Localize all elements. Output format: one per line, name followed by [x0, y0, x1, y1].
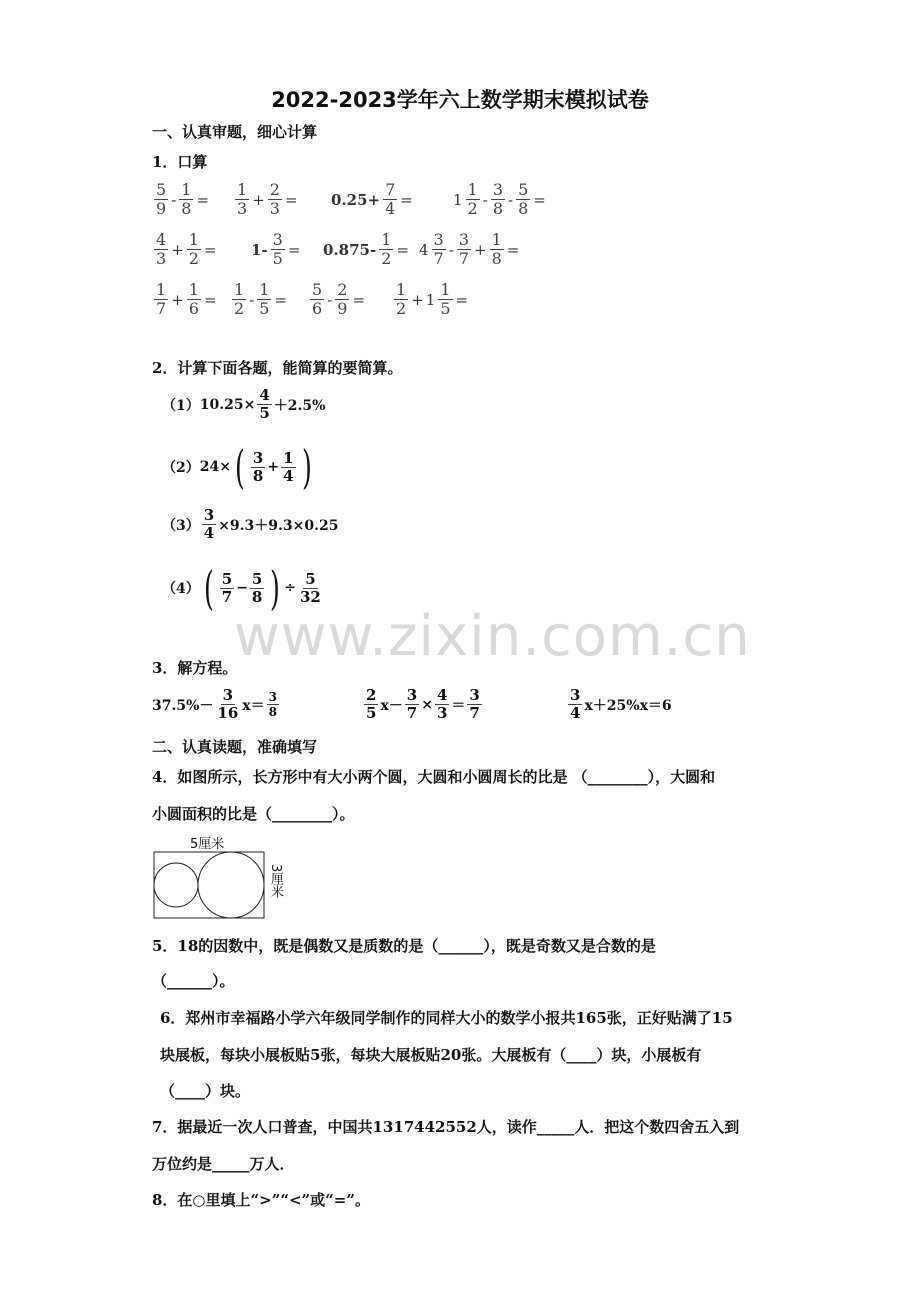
fraction: $\frac{3}{7}$ [458, 230, 469, 268]
fraction: $\frac{2}{3}$ [269, 180, 280, 218]
fraction: $\frac{1}{6}$ [188, 280, 199, 318]
fraction: $\frac{1}{5}$ [259, 280, 270, 318]
question-6-line-3: （____）块。 [160, 1082, 251, 1100]
mental-math-item [250, 232, 301, 267]
expr-text: + [171, 290, 184, 309]
fraction: $\frac{3}{5}$ [272, 230, 283, 268]
mental-math-item [418, 232, 520, 267]
mental-math-item [322, 232, 410, 267]
question-1-label: 1．口算 [152, 153, 208, 171]
expr-text: × [421, 696, 433, 713]
fraction: $\frac{4}{5}$ [259, 386, 270, 422]
expr-text: - [249, 290, 255, 309]
right-paren: ) [301, 440, 312, 494]
question-5-line-2: （______）。 [152, 972, 235, 990]
question-6-line-2: 块展板，每块小展板贴5张，每块大展板贴20张。大展板有（____）块，小展板有 [160, 1046, 702, 1064]
fraction: $\frac{1}{5}$ [440, 280, 451, 318]
expr-text: - [327, 290, 333, 309]
calc-item-3 [162, 508, 338, 541]
mental-math-item [230, 282, 288, 317]
fraction: $\frac{3}{8}$ [268, 690, 277, 719]
calc-item-2 [162, 440, 315, 494]
question-6-line-1: 6．郑州市幸福路小学六年级同学制作的同样大小的数学小报共165张，正好贴满了15 [160, 1009, 733, 1027]
fraction: $\frac{3}{4}$ [570, 686, 581, 722]
expr-text: = [287, 240, 301, 259]
fraction: $\frac{5}{32}$ [300, 569, 321, 606]
item-number: （4） [162, 581, 200, 597]
mental-math-item [152, 182, 210, 217]
expr-text: = [400, 190, 413, 209]
fraction: $\frac{3}{16}$ [217, 686, 239, 722]
fraction: $\frac{3}{7}$ [433, 230, 444, 268]
expr-text: 1 [425, 290, 436, 309]
expr-text: x＝ [242, 697, 265, 714]
fraction: $\frac{1}{2}$ [188, 230, 199, 268]
fraction: $\frac{3}{8}$ [252, 448, 264, 485]
equation-2 [362, 688, 484, 721]
equation-3 [566, 688, 672, 721]
expr-text: 0.25+ [331, 190, 381, 209]
watermark-text: www.zixin.com.cn [234, 604, 751, 669]
expr-text: 4 [419, 240, 429, 259]
fraction: $\frac{5}{6}$ [312, 280, 323, 318]
operator: + [267, 459, 280, 475]
question-3-label: 3．解方程。 [152, 659, 238, 677]
fraction: $\frac{2}{9}$ [337, 280, 348, 318]
fraction: $\frac{1}{7}$ [156, 280, 167, 318]
question-5-line-1: 5．18的因数中，既是偶数又是质数的是（______），既是奇数又是合数的是 [152, 937, 656, 955]
page-title: 2022-2023学年六上数学期末模拟试卷 [271, 88, 649, 112]
expr-text: = [196, 190, 210, 209]
large-circle [198, 852, 264, 918]
fraction: $\frac{3}{7}$ [406, 686, 418, 722]
width-label: 5厘米 [190, 837, 225, 852]
expr-text: = [396, 240, 409, 259]
expr-text: - [448, 240, 454, 259]
rectangle-circles-figure [152, 832, 292, 922]
operator: ÷ [284, 580, 296, 596]
calc-item-1 [162, 388, 325, 421]
expr-text: + [171, 240, 184, 259]
question-4-line-2: 小圆面积的比是（________）。 [152, 805, 355, 823]
item-number: （3） [162, 517, 200, 534]
expr-text: 0.875- [323, 240, 377, 259]
fraction: $\frac{3}{4}$ [203, 506, 215, 542]
expr-text: = [203, 240, 217, 259]
left-paren: ( [235, 440, 245, 494]
fraction: $\frac{3}{7}$ [469, 686, 480, 722]
operator: − [236, 580, 248, 596]
question-4-line-1: 4．如图所示，长方形中有大小两个圆，大圆和小圆周长的比是 （________），大圆和 [152, 768, 716, 786]
mental-math-item [392, 282, 469, 317]
mental-math-item [152, 282, 218, 317]
height-label: 3厘米 [268, 864, 283, 899]
mental-math-item [308, 282, 366, 317]
question-7-line-1: 7．据最近一次人口普查，中国共1317442552人，读作_____人．把这个数四舍五入到 [152, 1118, 740, 1136]
fraction: $\frac{1}{2}$ [381, 230, 392, 268]
item-number: （2） [162, 460, 200, 476]
expr-text: 1 [453, 190, 463, 209]
expr-text: ×9.3＋9.3×0.25 [218, 517, 339, 534]
expr-text: - [171, 190, 177, 209]
expr-text: = [274, 290, 288, 309]
expr-text: = [506, 240, 520, 259]
equation-1 [152, 688, 281, 721]
mental-math-item [330, 182, 414, 217]
expr-text: + [252, 190, 265, 209]
expr-text: x－ [380, 697, 403, 714]
fraction: $\frac{1}{8}$ [181, 180, 192, 218]
expr-text: + [411, 290, 424, 309]
fraction: $\frac{4}{3}$ [156, 230, 167, 268]
mental-math-item [233, 182, 299, 217]
section-heading-2: 二、认真读题，准确填写 [152, 738, 318, 756]
fraction: $\frac{4}{3}$ [436, 686, 448, 722]
expr-text: = [352, 290, 366, 309]
expr-text: = [533, 190, 546, 209]
expr-text: - [482, 190, 488, 209]
item-number: （1） [162, 397, 200, 414]
fraction: $\frac{1}{2}$ [234, 280, 245, 318]
fraction: $\frac{1}{2}$ [467, 180, 478, 218]
mental-math-item [152, 232, 218, 267]
section-heading-1: 一、认真审题，细心计算 [152, 123, 318, 141]
fraction: $\frac{1}{8}$ [491, 230, 502, 268]
fraction: $\frac{5}{9}$ [156, 180, 167, 218]
small-circle [154, 863, 198, 907]
expr-text: 24× [199, 459, 231, 475]
right-paren: ) [270, 561, 281, 615]
fraction: $\frac{3}{8}$ [492, 180, 503, 218]
expr-text: 37.5%－ [152, 697, 214, 714]
expr-text: = [455, 290, 469, 309]
fraction: $\frac{5}{7}$ [221, 569, 233, 606]
fraction: $\frac{1}{4}$ [283, 448, 294, 485]
fraction: $\frac{7}{4}$ [385, 180, 396, 218]
fraction: $\frac{2}{5}$ [366, 686, 377, 722]
expr-text: 10.25× [199, 396, 256, 413]
expr-text: ＝ [451, 697, 466, 714]
fraction: $\frac{1}{2}$ [396, 280, 407, 318]
question-2-label: 2．计算下面各题，能简算的要简算。 [152, 359, 403, 377]
rectangle-shape [154, 852, 264, 918]
expr-text: 1- [251, 240, 268, 259]
mental-math-item [452, 182, 547, 217]
question-8-line-1: 8．在○里填上“>”“<”或“=”。 [152, 1191, 370, 1209]
expr-text: ＋2.5% [273, 397, 326, 414]
expr-text: = [203, 290, 217, 309]
question-7-line-2: 万位约是_____万人． [152, 1155, 295, 1173]
expr-text: - [508, 190, 514, 209]
fraction: $\frac{5}{8}$ [518, 180, 529, 218]
expr-text: = [284, 190, 298, 209]
expr-text: + [474, 240, 487, 259]
fraction: $\frac{5}{8}$ [251, 569, 263, 606]
left-paren: ( [203, 561, 214, 615]
expr-text: x＋25%x＝6 [584, 697, 672, 714]
fraction: $\frac{1}{3}$ [237, 180, 248, 218]
